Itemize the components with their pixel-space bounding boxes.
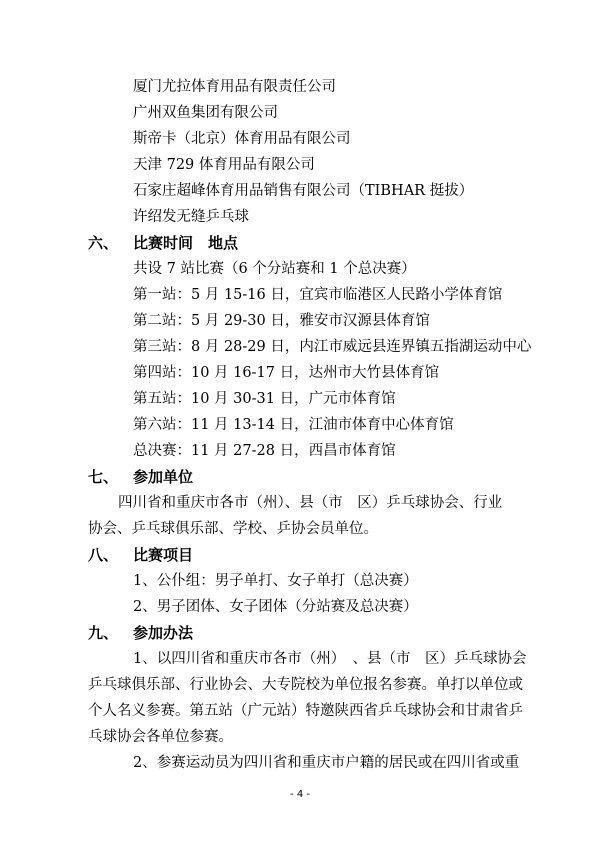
station-line: 第六站：11 月 13-14 日，江油市体育中心体育馆 (133, 417, 454, 433)
sponsor-line: 厦门尤拉体育用品有限责任公司 (133, 79, 336, 95)
sponsor-line: 天津 729 体育用品有限公司 (133, 157, 315, 173)
section-heading (88, 467, 193, 487)
section-heading (88, 623, 193, 643)
station-line: 第二站：5 月 29-30 日，雅安市汉源县体育馆 (133, 313, 430, 329)
station-line: 第一站：5 月 15-16 日，宜宾市临港区人民路小学体育馆 (133, 287, 503, 303)
paragraph-line: 乒乓球俱乐部、行业协会、大专院校为单位报名参赛。单打以单位或 (88, 677, 523, 693)
section-number: 六、 (88, 234, 119, 252)
list-item: 1、公仆组：男子单打、女子单打（总决赛） (133, 573, 418, 589)
paragraph-line: 四川省和重庆市各市（州）、县（市 区）乒乓球协会、行业 (118, 495, 503, 511)
sponsor-line: 斯帝卡（北京）体育用品有限公司 (133, 131, 351, 147)
sponsor-line: 许绍发无缝乒乓球 (133, 209, 249, 225)
section-heading (88, 545, 193, 565)
section-number: 七、 (88, 468, 119, 486)
section-number: 九、 (88, 624, 119, 642)
paragraph-line: 协会、乒乓球俱乐部、学校、乒协会员单位。 (88, 521, 378, 537)
paragraph-line: 个人名义参赛。第五站（广元站）特邀陕西省乒乓球协会和甘肃省乒 (88, 703, 523, 719)
station-line: 第三站：8 月 28-29 日，内江市威远县连界镇五指湖运动中心 (133, 339, 532, 355)
station-line: 第四站：10 月 16-17 日，达州市大竹县体育馆 (133, 365, 440, 381)
section-title: 比赛时间 地点 (133, 234, 239, 252)
sponsor-line: 石家庄超峰体育用品销售有限公司（TIBHAR 挺拔） (133, 183, 474, 199)
sponsor-line: 广州双鱼集团有限公司 (133, 105, 278, 121)
station-line: 总决赛：11 月 27-28 日，西昌市体育馆 (133, 443, 396, 459)
paragraph-line: 1、以四川省和重庆市各市（州） 、县（市 区）乒乓球协会 (133, 651, 527, 667)
section-title: 参加单位 (133, 468, 194, 486)
paragraph-line: 乓球协会各单位参赛。 (88, 729, 233, 745)
section-heading (88, 233, 238, 253)
paragraph-line: 共设 7 站比赛（6 个分站赛和 1 个总决赛） (133, 261, 416, 277)
list-item: 2、男子团体、女子团体（分站赛及总决赛） (133, 599, 418, 615)
section-number: 八、 (88, 546, 119, 564)
page-number: - 4 - (290, 789, 310, 800)
section-title: 参加办法 (133, 624, 194, 642)
paragraph-line: 2、参赛运动员为四川省和重庆市户籍的居民或在四川省或重 (133, 755, 520, 771)
section-title: 比赛项目 (133, 546, 194, 564)
station-line: 第五站：10 月 30-31 日，广元市体育馆 (133, 391, 396, 407)
